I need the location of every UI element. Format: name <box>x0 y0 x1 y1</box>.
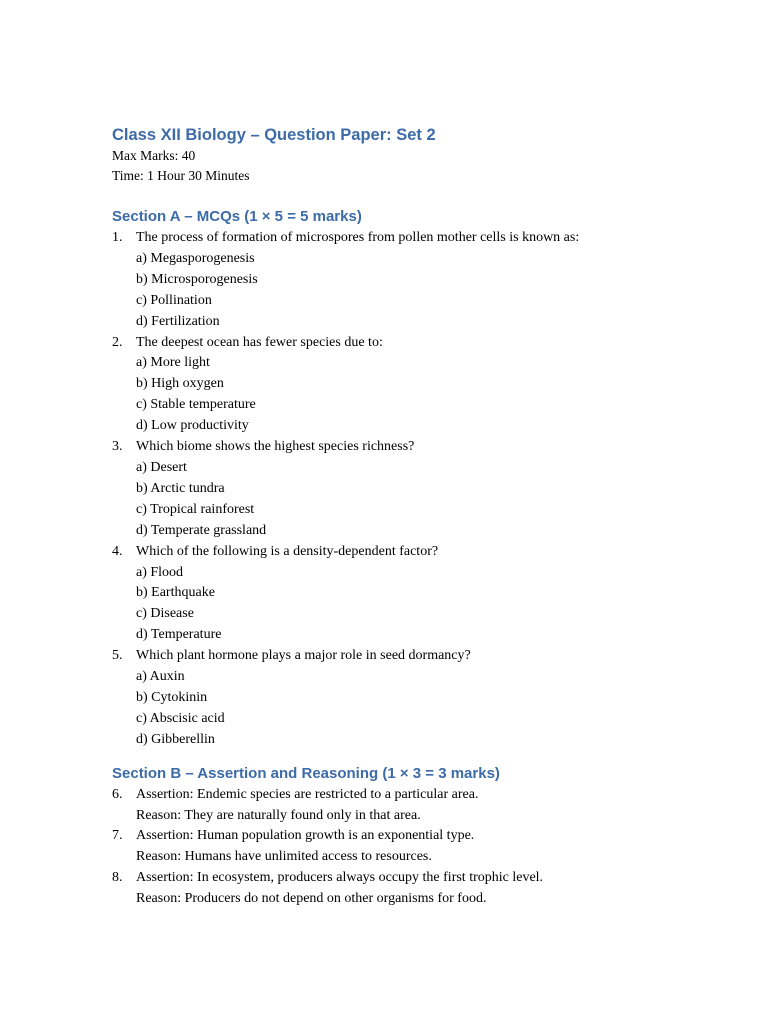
option-a: a) Flood <box>136 564 184 580</box>
question-item <box>112 437 732 542</box>
question-line <box>112 785 732 806</box>
question-text: The process of formation of microspores from pollen mother cells is known as: <box>136 230 580 245</box>
question-line <box>112 437 732 458</box>
question-number: 2. <box>112 334 123 350</box>
question-text: The deepest ocean has fewer species due to: <box>136 334 383 350</box>
option-b: b) Cytokinin <box>136 689 208 705</box>
option-d: d) Gibberellin <box>136 731 215 747</box>
question-text: Which of the following is a density-dependent factor? <box>136 543 439 559</box>
option-c: c) Abscisic acid <box>136 710 225 726</box>
max-marks: Max Marks: 40 <box>112 148 196 163</box>
question-number: 1. <box>112 230 123 245</box>
question-line <box>112 826 732 847</box>
option-a: a) Megasporogenesis <box>136 250 255 266</box>
option-c: c) Stable temperature <box>136 397 256 413</box>
question-paper <box>112 124 732 910</box>
question-item <box>112 868 732 910</box>
question-line <box>112 646 732 667</box>
question-number: 3. <box>112 439 123 455</box>
question-item <box>112 542 732 647</box>
option-d: d) Temperate grassland <box>136 522 267 538</box>
option-d: d) Low productivity <box>136 418 249 434</box>
assertion-text: Assertion: Human population growth is an exponential type. <box>136 828 475 844</box>
question-line <box>112 228 732 249</box>
option-d: d) Fertilization <box>136 313 220 329</box>
option-c: c) Disease <box>136 606 194 622</box>
question-line <box>112 333 732 354</box>
section-a-heading: Section A – MCQs (1 × 5 = 5 marks) <box>112 208 362 225</box>
option-a: a) More light <box>136 355 210 371</box>
page-title: Class XII Biology – Question Paper: Set 2 <box>112 126 436 144</box>
option-b: b) High oxygen <box>136 376 224 392</box>
section-b-heading: Section B – Assertion and Reasoning (1 × 3 = 3 marks) <box>112 764 500 782</box>
question-item <box>112 646 732 751</box>
question-line <box>112 542 732 563</box>
option-b: b) Microsporogenesis <box>136 271 258 287</box>
assertion-text: Assertion: Endemic species are restricted to a particular area. <box>136 786 479 802</box>
question-number: 7. <box>112 828 123 844</box>
option-c: c) Pollination <box>136 292 212 308</box>
time-allowed: Time: 1 Hour 30 Minutes <box>112 168 250 183</box>
option-d: d) Temperature <box>136 627 222 643</box>
question-number: 4. <box>112 543 123 559</box>
option-a: a) Auxin <box>136 669 185 685</box>
question-line <box>112 868 732 889</box>
question-text: Which biome shows the highest species richness? <box>136 439 415 455</box>
section-b-questions <box>112 785 732 910</box>
option-a: a) Desert <box>136 459 187 475</box>
question-item <box>112 333 732 438</box>
option-b: b) Earthquake <box>136 585 215 601</box>
reason-text: Reason: Producers do not depend on other organisms for food. <box>136 891 487 907</box>
section-a-questions <box>112 228 732 751</box>
question-item <box>112 826 732 868</box>
reason-text: Reason: Humans have unlimited access to resources. <box>136 849 432 865</box>
option-c: c) Tropical rainforest <box>136 501 255 517</box>
question-number: 6. <box>112 786 123 802</box>
question-item <box>112 228 732 333</box>
question-number: 5. <box>112 648 123 664</box>
question-text: Which plant hormone plays a major role in seed dormancy? <box>136 648 471 664</box>
reason-text: Reason: They are naturally found only in that area. <box>136 807 421 823</box>
option-b: b) Arctic tundra <box>136 480 225 496</box>
question-number: 8. <box>112 870 123 886</box>
question-item <box>112 785 732 827</box>
assertion-text: Assertion: In ecosystem, producers always occupy the first trophic level. <box>136 870 544 886</box>
